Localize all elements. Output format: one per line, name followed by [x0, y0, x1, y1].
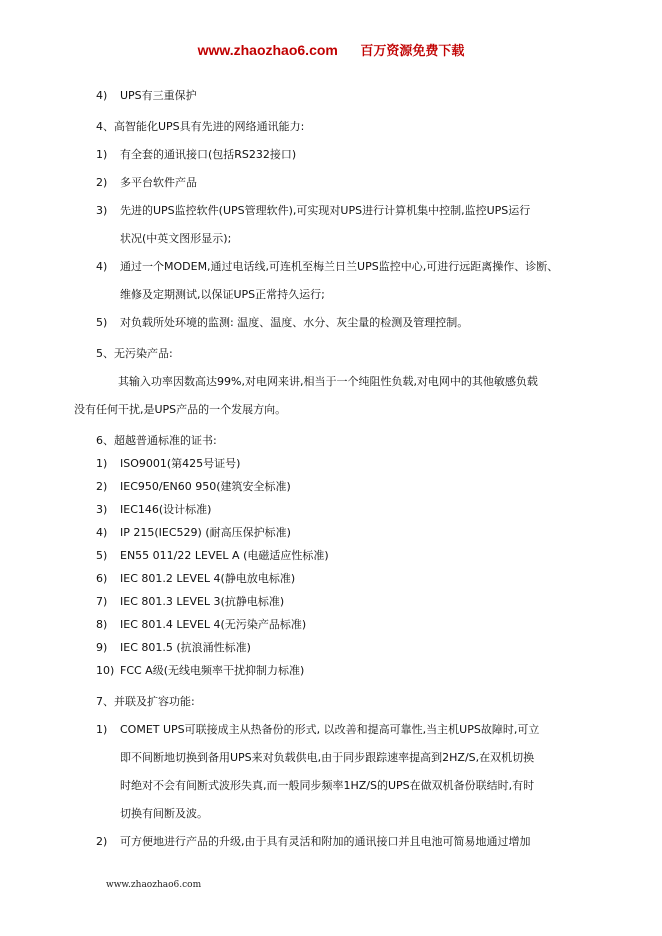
item-text: IEC 801.3 LEVEL 3(抗静电标准): [120, 595, 285, 608]
item-text: 通过一个MODEM,通过电话线,可连机至梅兰日兰UPS监控中心,可进行远距离操作、诊断、: [120, 260, 559, 273]
list-item: [96, 143, 636, 166]
item-number: 3): [96, 204, 108, 217]
list-item: [96, 830, 636, 853]
item-text: 对负载所处环境的监测: 温度、温度、水分、灰尘量的检测及管理控制。: [120, 316, 469, 329]
item-number: 4): [96, 526, 108, 539]
item-text: IP 215(IEC529) (耐高压保护标准): [120, 526, 291, 539]
item-text: 多平台软件产品: [120, 176, 197, 189]
item-number: 2): [96, 480, 108, 493]
item-text-cont: 即不间断地切换到备用UPS来对负载供电,由于同步跟踪速率提高到2HZ/S,在双机切换: [120, 751, 535, 764]
site-tagline: 百万资源免费下载: [360, 44, 465, 59]
list-item: [96, 199, 636, 250]
item-number: 1): [96, 723, 108, 736]
site-url[interactable]: www.zhaozhao6.com: [197, 42, 338, 58]
item-text: IEC 801.2 LEVEL 4(静电放电标准): [120, 572, 296, 585]
item-text: IEC950/EN60 950(建筑安全标准): [120, 480, 291, 493]
list-item: [96, 452, 636, 475]
item-number: 9): [96, 641, 108, 654]
list-item: [96, 84, 636, 107]
item-text: IEC 801.5 (抗浪涌性标准): [120, 641, 251, 654]
section-5-title: 5、无污染产品:: [96, 347, 173, 360]
list-item: [96, 475, 636, 498]
item-text: COMET UPS可联接成主从热备份的形式, 以改善和提高可靠性,当主机UPS故障时,可立: [120, 723, 540, 736]
item-text: 先进的UPS监控软件(UPS管理软件),可实现对UPS进行计算机集中控制,监控UPS运行: [120, 204, 531, 217]
page-header: [0, 40, 662, 59]
document-body: [74, 84, 636, 853]
item-number: 1): [96, 148, 108, 161]
item-number: 8): [96, 618, 108, 631]
item-number: 4): [96, 89, 108, 102]
item-text: IEC 801.4 LEVEL 4(无污染产品标准): [120, 618, 307, 631]
item-number: 1): [96, 457, 108, 470]
section-5-paragraph-cont: 没有任何干扰,是UPS产品的一个发展方向。: [74, 403, 287, 416]
item-text-cont: 状况(中英文图形显示);: [120, 232, 232, 245]
item-number: 7): [96, 595, 108, 608]
item-number: 3): [96, 503, 108, 516]
item-number: 4): [96, 260, 108, 273]
section-5-paragraph: 其输入功率因数高达99%,对电网来讲,相当于一个纯阻性负载,对电网中的其他敏感负载: [118, 375, 538, 388]
list-item: [96, 255, 636, 306]
section-7-title: 7、并联及扩容功能:: [96, 695, 195, 708]
item-text: FCC A级(无线电频率干扰抑制力标准): [120, 664, 305, 677]
list-item: [96, 311, 636, 334]
item-text-cont: 维修及定期测试,以保证UPS正常持久运行;: [120, 288, 325, 301]
item-number: 6): [96, 572, 108, 585]
item-number: 2): [96, 835, 108, 848]
list-item: [96, 521, 636, 544]
item-text: EN55 011/22 LEVEL A (电磁适应性标准): [120, 549, 329, 562]
item-number: 5): [96, 549, 108, 562]
footer-url[interactable]: www.zhaozhao6.com: [106, 880, 202, 890]
item-text-cont: 切换有间断及波。: [120, 807, 208, 820]
list-item: [96, 498, 636, 521]
list-item: [96, 636, 636, 659]
item-text-cont: 时绝对不会有间断式波形失真,而一般同步频率1HZ/S的UPS在做双机备份联结时,有时: [120, 779, 535, 792]
item-text: 可方便地进行产品的升级,由于具有灵活和附加的通讯接口并且电池可简易地通过增加: [120, 835, 531, 848]
item-number: 5): [96, 316, 108, 329]
item-text: UPS有三重保护: [120, 89, 197, 102]
list-item: [96, 544, 636, 567]
item-text: ISO9001(第425号证号): [120, 457, 241, 470]
list-item: [96, 718, 636, 825]
item-text: IEC146(设计标准): [120, 503, 212, 516]
list-item: [96, 590, 636, 613]
list-item: [96, 567, 636, 590]
list-item: [96, 659, 636, 682]
list-item: [96, 171, 636, 194]
item-number: 10): [96, 664, 115, 677]
section-4-title: 4、高智能化UPS具有先进的网络通讯能力:: [96, 120, 305, 133]
item-number: 2): [96, 176, 108, 189]
list-item: [96, 613, 636, 636]
section-6-title: 6、超越普通标准的证书:: [96, 434, 217, 447]
item-text: 有全套的通讯接口(包括RS232接口): [120, 148, 297, 161]
